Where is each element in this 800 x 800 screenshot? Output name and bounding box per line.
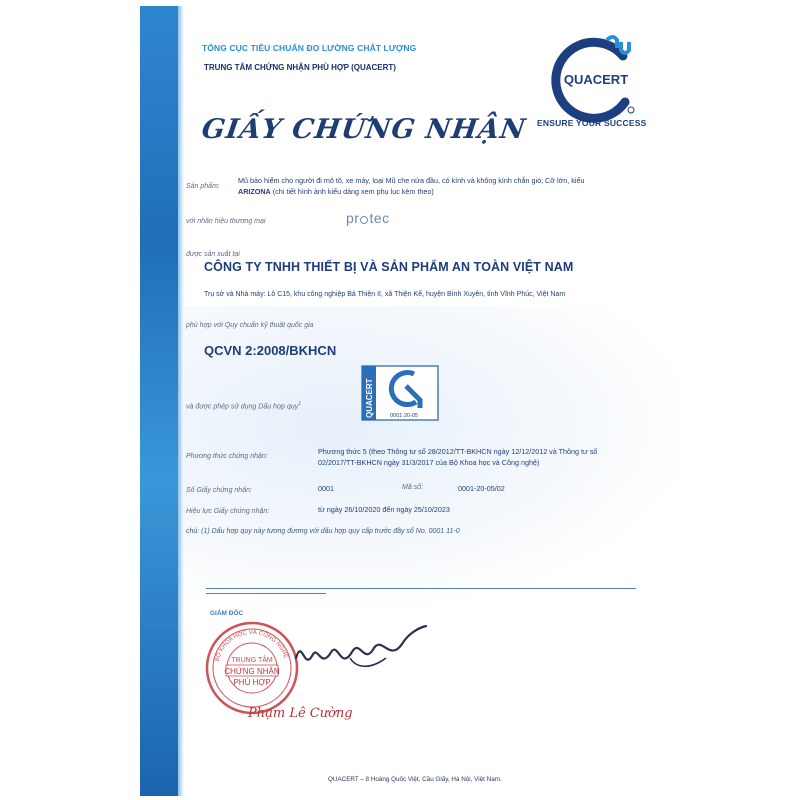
- standard-value: QCVN 2:2008/BKHCN: [204, 343, 337, 358]
- org-name-line2: TRUNG TÂM CHỨNG NHẬN PHÙ HỢP (QUACERT): [204, 63, 396, 72]
- logo-tagline: ENSURE YOUR SUCCESS: [537, 118, 647, 128]
- org-name-line1: TỔNG CỤC TIÊU CHUẨN ĐO LƯỜNG CHẤT LƯỢNG: [202, 43, 417, 53]
- method-label: Phương thức chứng nhận:: [186, 453, 268, 460]
- brand-part2: tec: [369, 210, 390, 226]
- conformity-label: [186, 401, 301, 410]
- logo-text: QUACERT: [563, 72, 629, 87]
- brand-part1: pr: [346, 210, 360, 226]
- mark-side-text: QUACERT: [365, 378, 374, 418]
- validity-label: Hiệu lực Giấy chứng nhận:: [186, 508, 270, 515]
- quacert-logo-icon: [545, 28, 645, 128]
- code-value: 0001-20-05/02: [458, 484, 505, 493]
- method-line1: Phương thức 5 (theo Thông tư số 28/2012/TT-BKHCN ngày 12/12/2012 và Thông tư số: [318, 447, 598, 456]
- mark-code: 0001 20-05: [390, 413, 418, 419]
- stamp-outer-text: BỘ KHOA HỌC VÀ CÔNG NGHỆ: [214, 629, 289, 663]
- brand-value: [346, 210, 390, 226]
- director-title: GIÁM ĐỐC: [210, 610, 244, 617]
- method-line2: 02/2017/TT-BKHCN ngày 31/3/2017 của Bộ Khoa học và Công nghệ): [318, 458, 540, 467]
- company-name: CÔNG TY TNHH THIẾT BỊ VÀ SẢN PHẨM AN TOÀN VIỆT NAM: [204, 260, 574, 274]
- stamp-line1: TRUNG TÂM: [231, 657, 273, 664]
- company-address: Trụ sở và Nhà máy: Lô C15, khu công nghiệp Bá Thiện II, xã Thiện Kế, huyện Bình Xuyên, tỉnh Vĩnh Phúc, Việt Nam: [204, 291, 566, 298]
- manufacturer-label: được sản xuất tại: [186, 251, 240, 258]
- validity-value: từ ngày 26/10/2020 đến ngày 25/10/2023: [318, 505, 450, 514]
- stamp-line2: CHỨNG NHẬN: [224, 667, 280, 676]
- certificate: [140, 6, 678, 796]
- divider-line-short: [206, 593, 326, 594]
- conformity-label-text: và được phép sử dụng Dấu hợp quy: [186, 403, 299, 411]
- conformity-footnote: 1: [298, 401, 302, 407]
- product-model: ARIZONA: [238, 187, 271, 196]
- cert-number-value: 0001: [318, 484, 334, 493]
- cert-number-label: Số Giấy chứng nhận:: [186, 487, 252, 494]
- standard-label: phù hợp với Quy chuẩn kỹ thuật quốc gia: [186, 322, 314, 329]
- official-stamp-icon: [202, 618, 302, 718]
- product-value: [238, 176, 668, 196]
- divider-line: [206, 588, 636, 589]
- product-line2-rest: (chi tiết hình ảnh kiểu dáng xem phụ lục kèm theo): [270, 187, 434, 196]
- product-label: Sản phẩm:: [186, 183, 220, 190]
- director-name: Phạm Lê Cường: [248, 706, 353, 721]
- signature-icon: [290, 618, 430, 676]
- brand-label: với nhãn hiệu thương mại: [186, 218, 266, 225]
- method-value: [318, 447, 668, 467]
- product-line1: Mũ bảo hiểm cho người đi mô tô, xe máy, loại Mũ che nửa đầu, có kính và không kính chắn gió; Cỡ lớn, kiểu: [238, 176, 585, 185]
- brand-o-icon: [360, 216, 368, 224]
- footnote: chú: (1) Dấu hợp quy này tương đương với dấu hợp quy cấp trước đây số No. 0001 11-0: [186, 528, 460, 535]
- product-line2: [238, 187, 668, 196]
- certificate-title: GIẤY CHỨNG NHẬN: [199, 114, 528, 145]
- conformity-mark-icon: [360, 364, 440, 422]
- code-label: Mã số:: [402, 484, 424, 491]
- footer-address: QUACERT – 8 Hoàng Quốc Việt, Cầu Giấy, Hà Nội, Việt Nam.: [328, 776, 502, 783]
- stamp-line3: PHÙ HỢP: [233, 678, 271, 687]
- blue-sidebar: [140, 6, 178, 796]
